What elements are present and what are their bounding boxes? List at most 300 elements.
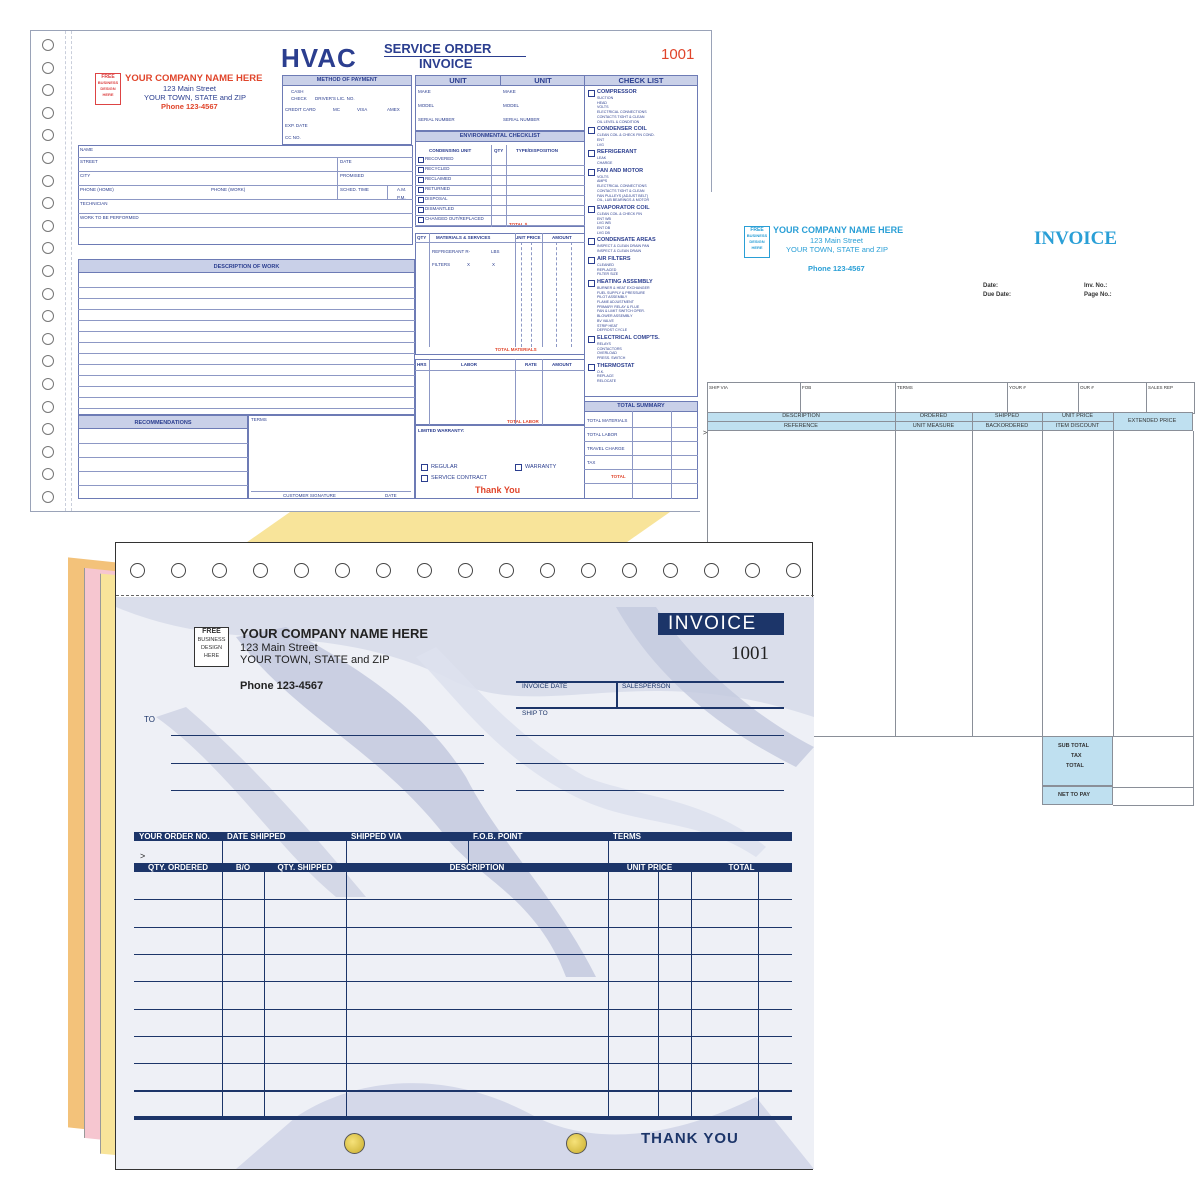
form-title-invoice: INVOICE (419, 56, 473, 71)
column-header-bottom: BACKORDERED (985, 423, 1029, 429)
tractor-hole (42, 62, 54, 74)
sub-total-label: SUB TOTAL (1058, 743, 1089, 749)
due-date-label: Due Date: (983, 292, 1012, 298)
regular-label: REGULAR (431, 464, 458, 470)
shipping-field-label: SALES REP (1148, 385, 1174, 390)
checklist-subitem: ELECTRICAL CONNECTIONS (597, 110, 647, 115)
item-row-rule (134, 981, 792, 982)
unit2-serial: SERIAL NUMBER (503, 117, 540, 122)
grommet-left (344, 1133, 365, 1154)
terms-label: TERMS (251, 417, 267, 422)
checklist-checkbox[interactable] (588, 127, 595, 134)
badge-line: DESIGN (749, 239, 765, 244)
warranty-label: WARRANTY (525, 464, 557, 470)
company-city: YOUR TOWN, STATE and ZIP (240, 654, 390, 666)
summary-row-label: TAX (587, 460, 596, 465)
description-rule (78, 331, 415, 332)
regular-checkbox[interactable] (421, 464, 428, 471)
hvac-service-order-form (30, 30, 712, 512)
checklist-subitem: LVG DB (597, 230, 610, 235)
company-city: YOUR TOWN, STATE and ZIP (144, 93, 246, 102)
item-column-header: DESCRIPTION (449, 863, 505, 872)
checklist-checkbox[interactable] (588, 280, 595, 287)
checklist-subitem: CLEAN COIL & CHECK FIN (597, 211, 642, 216)
tractor-hole (42, 220, 54, 232)
service-contract-label: SERVICE CONTRACT (431, 475, 488, 481)
checklist-subitem: FAN & LIMIT SWITCH OPER. (597, 309, 645, 314)
company-name: YOUR COMPANY NAME HERE (240, 626, 429, 641)
item-column-header: QTY. SHIPPED (277, 863, 333, 872)
tractor-hole (42, 84, 54, 96)
environmental-checklist-header: ENVIRONMENTAL CHECKLIST (415, 131, 585, 142)
checklist-heading: EVAPORATOR COIL (597, 204, 650, 211)
tractor-hole (42, 175, 54, 187)
column-header-top: SHIPPED (994, 413, 1020, 419)
field-city: CITY (80, 173, 91, 178)
field-work-to-be-performed: WORK TO BE PERFORMED (80, 215, 139, 220)
checklist-checkbox[interactable] (588, 90, 595, 97)
checklist-subitem: VOLTS (597, 105, 609, 110)
order-column-header: YOUR ORDER NO. (139, 832, 210, 841)
checklist-subitem: AMPS (597, 179, 608, 184)
summary-row-rule (584, 427, 698, 428)
item-column-header: UNIT PRICE (626, 863, 673, 872)
summary-column-rule (671, 411, 672, 499)
terms-box (248, 415, 415, 499)
payment-cash: CASH (291, 89, 304, 94)
field-am: A.M. (397, 187, 407, 192)
checklist-subitem: HEAD (597, 100, 607, 105)
tractor-hole (42, 401, 54, 413)
checklist-subitem: OIL LEVEL & CONDITION (597, 119, 640, 124)
description-rule (78, 375, 415, 376)
row-marker: > (703, 430, 708, 437)
description-rule (78, 342, 415, 343)
ship-to-label: SHIP TO (522, 710, 548, 717)
checklist-subitem: VOLTS (597, 174, 609, 179)
description-rule (78, 287, 415, 288)
materials-lbs: LBS (491, 249, 500, 254)
unit-serial: SERIAL NUMBER (418, 117, 455, 122)
binding-hole (581, 563, 596, 578)
shipping-field-label: OUR # (1080, 385, 1094, 390)
labor-col-amount: AMOUNT (552, 362, 572, 367)
unit-box (415, 75, 585, 131)
materials-refrigerant: REFRIGERANT R- (432, 249, 471, 254)
description-rule (78, 298, 415, 299)
checklist-subitem: LEAK (597, 156, 607, 161)
summary-row-label: TOTAL MATERIALS (587, 418, 628, 423)
tractor-hole (42, 129, 54, 141)
shipping-field-divider (1007, 382, 1008, 412)
marble-background (116, 597, 814, 1169)
order-column-header: F.O.B. POINT (473, 832, 523, 841)
total-label: TOTAL (1066, 763, 1084, 769)
customer-signature-label: CUSTOMER SIGNATURE (283, 493, 336, 498)
item-column-rule (608, 872, 609, 1116)
checklist-subitem: FUEL SUPPLY & PRESSURE (597, 290, 646, 295)
payment-credit-card: CREDIT CARD (285, 107, 316, 112)
signature-date-label: DATE (385, 493, 397, 498)
summary-row-rule (584, 455, 698, 456)
shipping-field-label: SHIP VIA (709, 385, 728, 390)
invoice-form-carbonless (115, 542, 813, 1170)
checklist-subitem: BURNER & HEAT EXCHANGER (597, 285, 650, 290)
shipping-field-label: FOB (802, 385, 812, 390)
env-row-label: DISPOSAL (425, 196, 448, 201)
item-column-rule (758, 872, 759, 1116)
item-column-rule (222, 872, 223, 1116)
materials-col-qty: QTY (417, 235, 427, 240)
summary-row-rule (584, 469, 698, 470)
badge-line: FREE (750, 227, 764, 233)
company-name: YOUR COMPANY NAME HERE (125, 73, 263, 84)
labor-col-rate: RATE (525, 362, 537, 367)
summary-column-rule (632, 411, 633, 499)
order-column-header: DATE SHIPPED (227, 832, 286, 841)
checklist-subitem: PILOT ASSEMBLY (597, 295, 628, 300)
binding-hole (294, 563, 309, 578)
checklist-subitem: STRIP HEAT (597, 323, 618, 328)
checklist-subitem: INSPECT & CLEAN DRAIN PAN (597, 244, 650, 249)
field-technician: TECHNICIAN (80, 201, 108, 206)
order-column-divider (222, 841, 223, 863)
env-checkbox[interactable] (418, 207, 424, 213)
item-column-header: B/O (235, 863, 251, 872)
badge-line: HERE (751, 245, 763, 250)
env-col-condensing-unit: CONDENSING UNIT (429, 148, 472, 153)
item-row-rule (134, 954, 792, 955)
field-promised: PROMISED (340, 173, 365, 178)
binding-hole (171, 563, 186, 578)
env-checkbox[interactable] (418, 177, 424, 183)
tractor-hole (42, 288, 54, 300)
env-row-label: DISMANTLED (425, 206, 455, 211)
materials-x1: X (467, 262, 471, 267)
badge-line: HERE (203, 653, 220, 659)
customer-field-rule (78, 213, 413, 214)
binding-hole (130, 563, 145, 578)
checklist-subitem: CONTACTORS (597, 346, 622, 351)
binding-hole (745, 563, 760, 578)
column-header-bottom: ITEM DISCOUNT (1055, 423, 1100, 429)
tractor-hole (42, 468, 54, 480)
tractor-hole (42, 355, 54, 367)
materials-column-rule (515, 233, 516, 347)
env-checkbox[interactable] (418, 217, 424, 223)
total-summary-header: TOTAL SUMMARY (584, 401, 698, 412)
customer-field-rule (78, 171, 413, 172)
payment-exp-date: EXP. DATE (285, 123, 308, 128)
col-extended-price: EXTENDED PRICE (1128, 418, 1177, 424)
materials-subcolumn-rule (521, 242, 522, 347)
invoice-title: INVOICE (1034, 228, 1118, 249)
tractor-hole (42, 242, 54, 254)
description-rule (78, 353, 415, 354)
recommendations-header: RECOMMENDATIONS (78, 415, 248, 429)
item-column-rule (264, 872, 265, 1116)
env-row-rule (415, 225, 585, 226)
tractor-hole (42, 333, 54, 345)
binding-hole (376, 563, 391, 578)
body-column-rule (972, 412, 973, 736)
method-of-payment-header: METHOD OF PAYMENT (282, 75, 412, 86)
item-column-rule (691, 872, 692, 1116)
checklist-heading: FAN AND MOTOR (597, 167, 644, 174)
shipping-field-divider (1078, 382, 1079, 412)
item-row-rule (134, 1009, 792, 1010)
payment-cc-no: CC NO. (285, 135, 301, 140)
checklist-subitem: INSPECT & CLEAN DRAIN (597, 249, 642, 254)
materials-col-amount: AMOUNT (552, 235, 572, 240)
order-column-divider (468, 841, 469, 863)
summary-row-label: TRAVEL CHARGE (587, 446, 625, 451)
summary-row-rule (584, 483, 698, 484)
free-business-design-badge (744, 226, 770, 258)
field-name: NAME (80, 147, 94, 152)
hvac-logo: HVAC (281, 43, 357, 73)
checklist-subitem: PRESS. SWITCH (597, 356, 626, 360)
field-pm: P.M. (397, 195, 406, 200)
tractor-hole (42, 423, 54, 435)
inv-no-label: Inv. No.: (1084, 283, 1108, 289)
form-title-service-order: SERVICE ORDER (384, 41, 492, 56)
env-row-label: CHANGED OUT/REPLACED (425, 216, 484, 221)
unit-model: MODEL (418, 103, 435, 108)
checklist-checkbox[interactable] (588, 238, 595, 245)
description-rule (78, 320, 415, 321)
field-date: DATE (340, 159, 352, 164)
checklist-heading: THERMOSTAT (597, 362, 635, 369)
checklist-checkbox[interactable] (588, 257, 595, 264)
tractor-hole (42, 310, 54, 322)
item-column-header: QTY. ORDERED (147, 863, 208, 872)
body-column-rule (1042, 412, 1043, 736)
materials-col-unit-price: UNIT PRICE (515, 235, 541, 240)
checklist-subitem: LVG (597, 142, 604, 147)
checklist-subitem: ENT DB (597, 226, 611, 230)
badge-line: BUSINESS (746, 233, 768, 238)
binding-hole (253, 563, 268, 578)
unit-header-2: UNIT (500, 75, 586, 86)
payment-drivers-lic: DRIVER'S LIC. NO. (315, 96, 355, 101)
tractor-hole (42, 491, 54, 503)
item-row-rule (134, 1063, 792, 1064)
free-business-design-badge (194, 627, 229, 667)
table-bottom-band (134, 1116, 792, 1120)
env-col-qty: QTY (494, 148, 504, 153)
checklist-heading: REFRIGERANT (597, 149, 637, 156)
item-column-rule (658, 872, 659, 1116)
checklist-subitem: CLEAN COIL & CHECK FIN COND. (597, 133, 655, 138)
env-row-label: RETURNED (425, 186, 451, 191)
checklist-subitem: OVERLOAD (597, 351, 617, 356)
item-row-rule (134, 1090, 792, 1091)
tax-label: TAX (1071, 753, 1082, 759)
badge-line: HERE (102, 92, 114, 97)
checklist-subitem: BLOWER ASSEMBLY (597, 314, 633, 319)
invoice-date-label: INVOICE DATE (522, 683, 568, 690)
checklist-heading: COMPRESSOR (597, 89, 637, 95)
materials-column-rule (429, 233, 430, 347)
field-phone-home: PHONE (HOME) (80, 187, 114, 192)
warranty-checkbox[interactable] (515, 464, 522, 471)
thank-you-text: THANK YOU (641, 1130, 739, 1147)
tractor-hole (42, 446, 54, 458)
tractor-hole (42, 107, 54, 119)
checklist-heading: CONDENSATE AREAS (597, 237, 656, 244)
company-city: YOUR TOWN, STATE and ZIP (786, 245, 888, 254)
binding-hole (212, 563, 227, 578)
customer-info-box (78, 145, 413, 245)
labor-total: TOTAL LABOR (507, 419, 539, 424)
company-street: 123 Main Street (240, 642, 318, 654)
binding-hole (458, 563, 473, 578)
customer-field-rule (78, 185, 413, 186)
summary-row-label: TOTAL LABOR (587, 432, 618, 437)
materials-col-materials: MATERIALS & SERVICES (436, 235, 491, 240)
env-checkbox[interactable] (418, 187, 424, 193)
labor-col-hrs: HRS (417, 362, 427, 367)
company-phone: Phone 123-4567 (808, 264, 865, 273)
badge-line: BUSINESS (197, 637, 226, 643)
checklist-subitem: ELECTRICAL CONNECTIONS (597, 184, 647, 189)
shipping-field-divider (1146, 382, 1147, 412)
item-row-rule (134, 927, 792, 928)
tractor-hole (42, 265, 54, 277)
description-rule (78, 309, 415, 310)
checklist-subitem: LVG WB (597, 221, 611, 226)
binding-hole (335, 563, 350, 578)
env-checkbox[interactable] (418, 167, 424, 173)
binding-hole (622, 563, 637, 578)
item-row-rule (134, 1036, 792, 1037)
checklist-heading: AIR FILTERS (597, 255, 631, 262)
column-header-top: UNIT PRICE (1061, 413, 1094, 419)
company-street: 123 Main Street (163, 84, 216, 93)
checklist-checkbox[interactable] (588, 364, 595, 371)
checklist-subitem: RELAYS (597, 341, 611, 346)
checklist-heading: HEATING ASSEMBLY (597, 278, 653, 285)
checklist-subitem: DEFROST CYCLE (597, 328, 628, 333)
checklist-subitem: CLEANED (597, 262, 614, 267)
materials-filters: FILTERS (432, 262, 451, 267)
free-business-design-badge (95, 73, 121, 105)
checklist-heading: CONDENSER COIL (597, 126, 647, 133)
customer-field-rule (78, 157, 413, 158)
badge-line: DESIGN (200, 645, 223, 651)
grommet-right (566, 1133, 587, 1154)
company-phone: Phone 123-4567 (161, 102, 218, 111)
customer-field-divider (387, 185, 388, 199)
checklist-subitem: CHARGE (597, 161, 613, 165)
checklist-subitem: CONTACTS TIGHT & CLEAN (597, 114, 645, 119)
check-list-header: CHECK LIST (584, 75, 698, 86)
unit2-make: MAKE (503, 89, 516, 94)
badge-line: FREE (202, 628, 221, 635)
thank-you-text: Thank You (475, 485, 521, 495)
checklist-subitem: FAN PULLEYS (ADJUST BELT) (597, 193, 649, 198)
checklist-subitem: FILTER SIZE (597, 272, 619, 277)
checklist-checkbox[interactable] (588, 150, 595, 157)
checklist-subitem: PRIMARY RELAY & FLUE (597, 304, 640, 309)
summary-row-rule (584, 441, 698, 442)
binding-hole (786, 563, 801, 578)
binding-hole (663, 563, 678, 578)
unit-make: MAKE (418, 89, 431, 94)
badge-line: BUSINESS (97, 80, 119, 85)
invoice-title: INVOICE (668, 613, 757, 634)
customer-field-divider (337, 157, 338, 199)
service-contract-checkbox[interactable] (421, 475, 428, 482)
description-rule (78, 364, 415, 365)
materials-subcolumn-rule (571, 242, 572, 347)
labor-box (415, 359, 585, 425)
summary-row-label: TOTAL (611, 474, 626, 479)
materials-header-rule (415, 242, 585, 243)
company-phone: Phone 123-4567 (240, 680, 324, 692)
description-rule (78, 408, 415, 409)
materials-x2: X (492, 262, 496, 267)
checklist-checkbox[interactable] (588, 336, 595, 343)
customer-field-rule (78, 199, 413, 200)
body-column-rule (1113, 412, 1114, 736)
net-to-pay-label: NET TO PAY (1058, 792, 1090, 798)
env-col-type: TYPE/DISPOSITION (516, 148, 559, 153)
env-checkbox[interactable] (418, 197, 424, 203)
env-row-label: RECLAIMED (425, 176, 452, 181)
checklist-checkbox[interactable] (588, 206, 595, 213)
badge-line: DESIGN (100, 86, 116, 91)
checklist-subitem: REPLACED (597, 267, 617, 272)
payment-amex: AMEX (387, 107, 400, 112)
checklist-subitem: FLAME ADJUSTMENT (597, 300, 634, 304)
materials-subcolumn-rule (556, 242, 557, 347)
item-row-rule (134, 899, 792, 900)
description-rule (78, 386, 415, 387)
company-name: YOUR COMPANY NAME HERE (773, 225, 904, 235)
unit2-model: MODEL (503, 103, 520, 108)
checklist-subitem: BV VALVE (597, 318, 614, 323)
checklist-heading: ELECTRICAL COMP'TS. (597, 334, 660, 341)
item-column-header: TOTAL (728, 863, 755, 872)
limited-warranty-label: LIMITED WARRANTY: (418, 428, 465, 433)
field-street: STREET (80, 159, 98, 164)
binding-hole (499, 563, 514, 578)
column-header-bottom: UNIT MEASURE (912, 423, 955, 429)
customer-field-rule (78, 227, 413, 228)
form-number: 1001 (661, 46, 695, 63)
checklist-subitem: ENT (597, 137, 605, 142)
checklist-subitem: OIL, LUB BEARINGS & MOTOR (597, 198, 650, 203)
binding-hole (540, 563, 555, 578)
checklist-checkbox[interactable] (588, 169, 595, 176)
tractor-hole (42, 378, 54, 390)
badge-line: FREE (101, 74, 115, 80)
tractor-feed-strip (31, 31, 66, 511)
checklist-subitem: SUCTION (597, 96, 614, 100)
shipping-field-label: TERMS (897, 385, 913, 390)
date-label: Date: (983, 283, 999, 289)
tractor-hole (42, 39, 54, 51)
env-checkbox[interactable] (418, 157, 424, 163)
order-column-divider (346, 841, 347, 863)
materials-column-rule (542, 233, 543, 347)
salesperson-label: SALESPERSON (622, 683, 671, 690)
labor-col-labor: LABOR (461, 362, 477, 367)
description-rule (78, 397, 415, 398)
shipping-field-divider (895, 382, 896, 412)
